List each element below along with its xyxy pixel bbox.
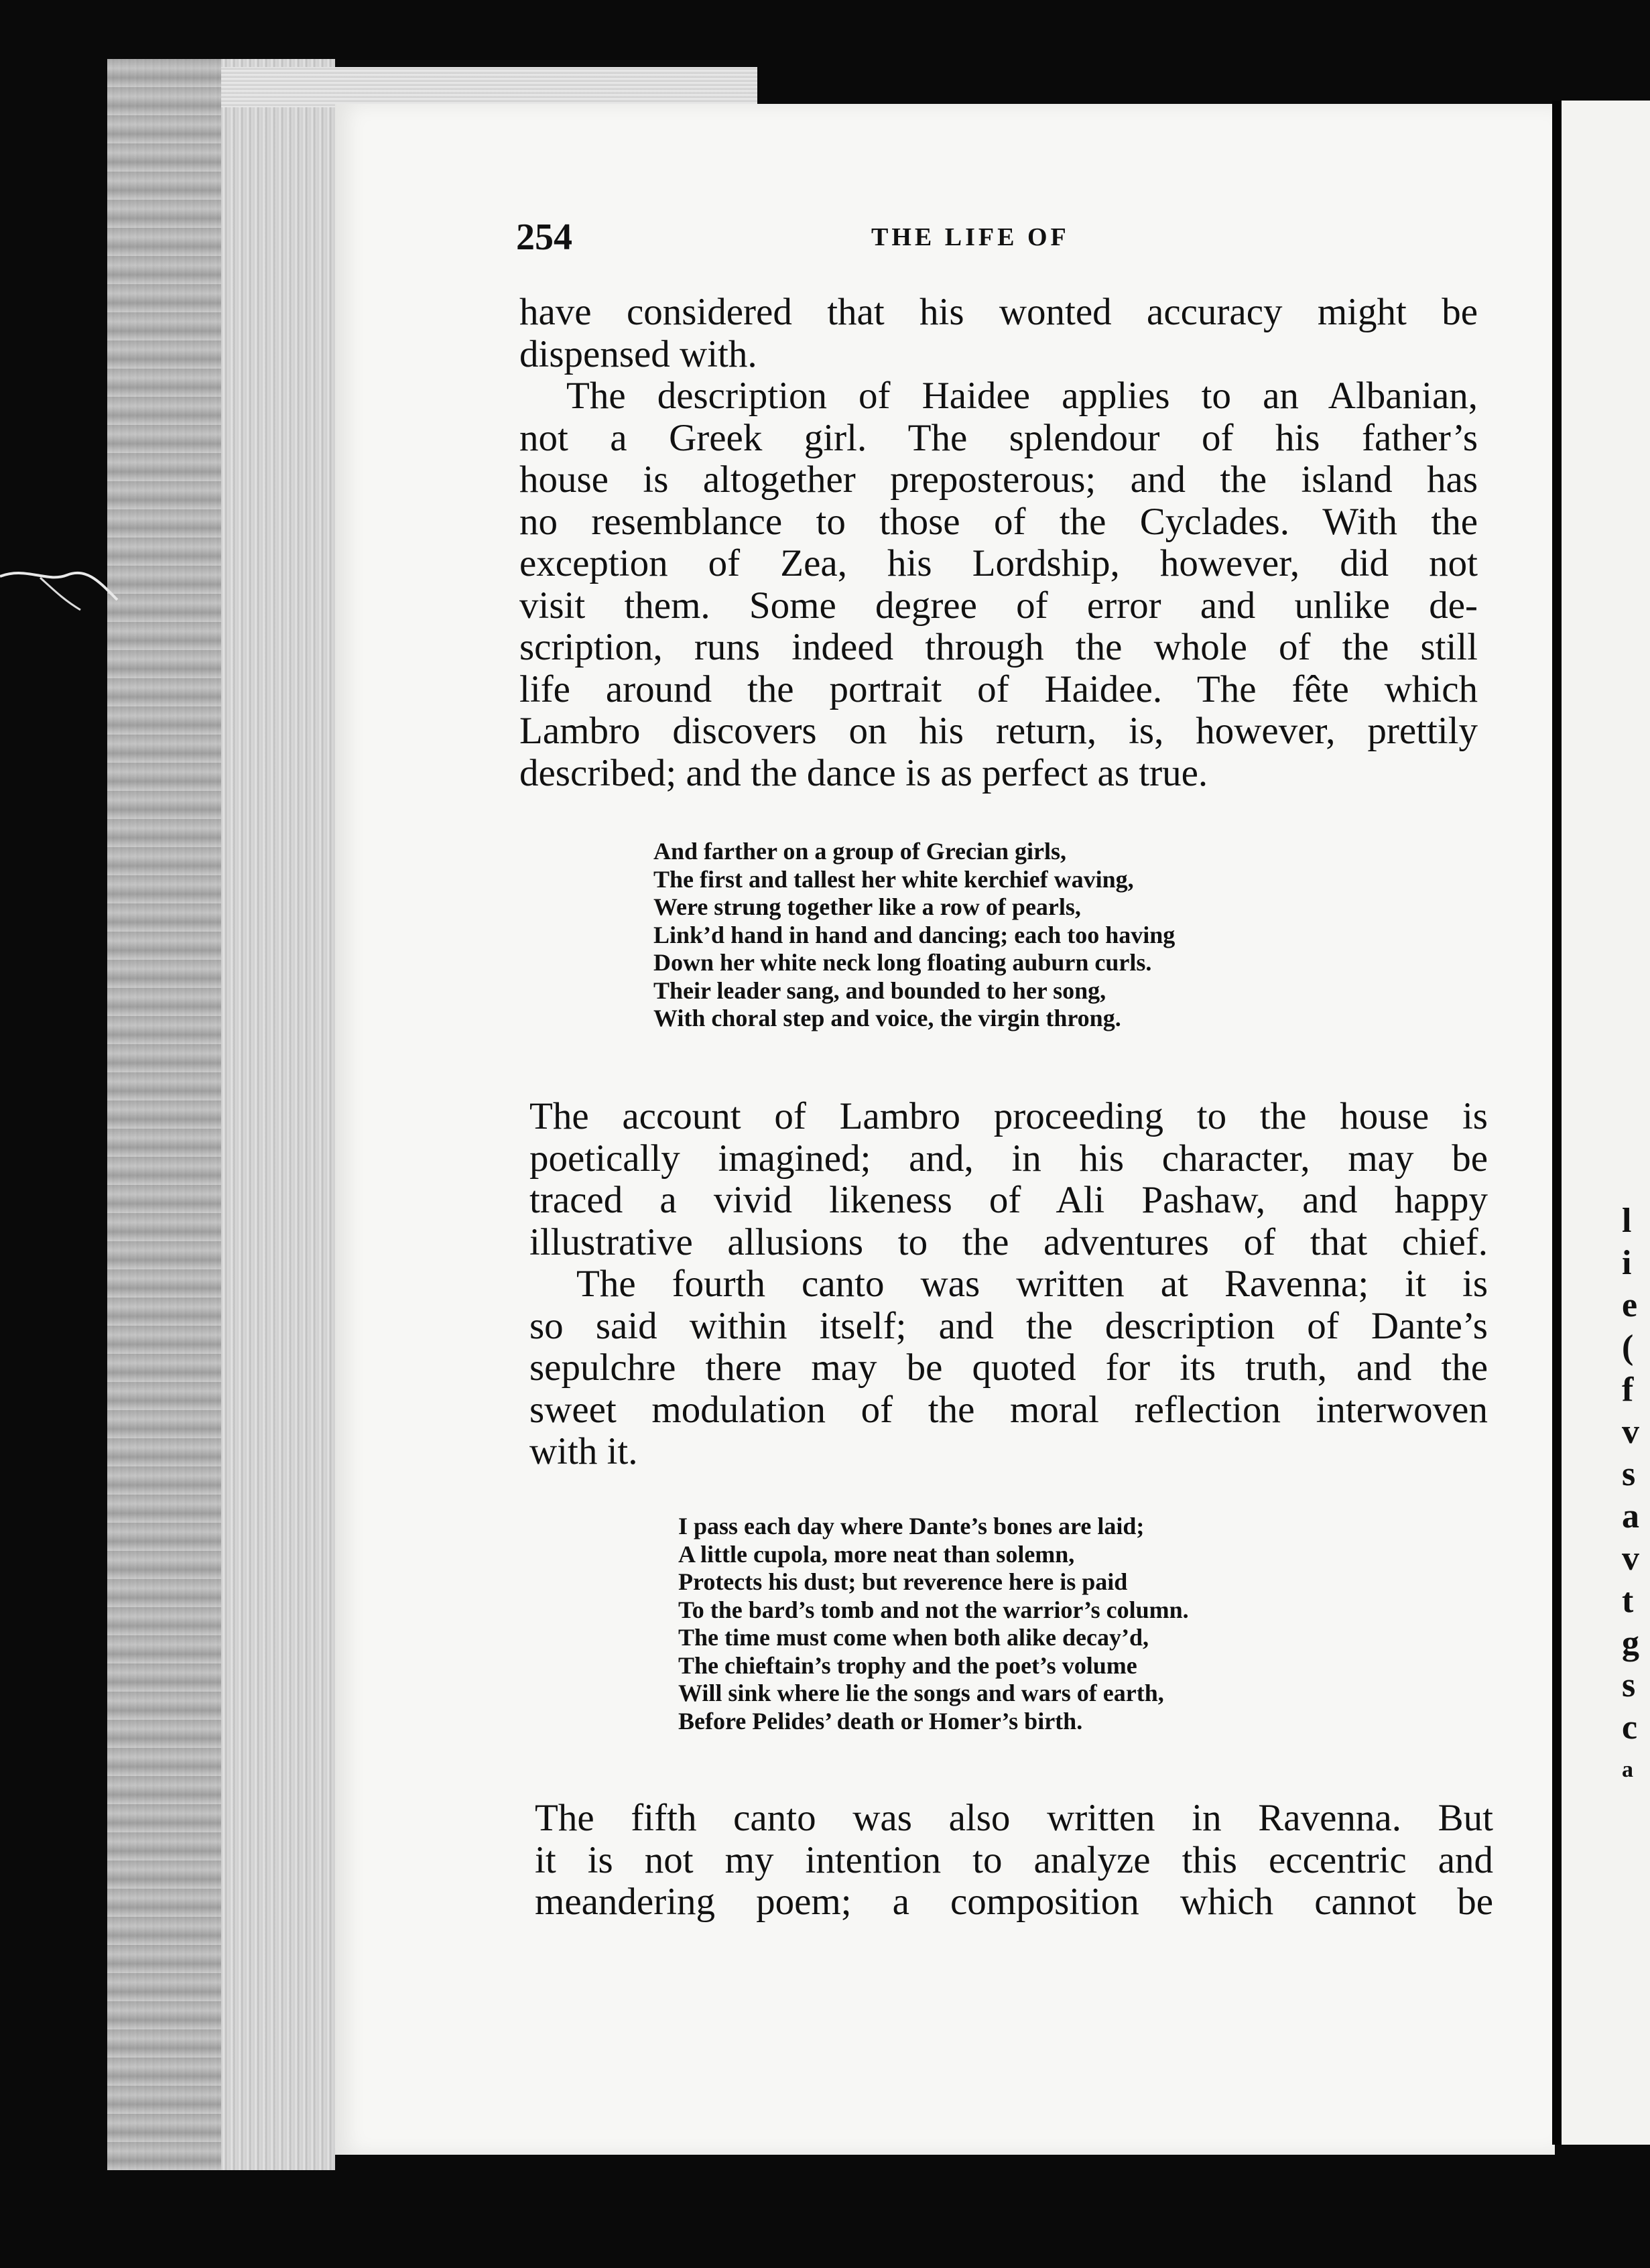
- text-line: not a Greek girl. The splendour of his father’s: [519, 416, 1478, 459]
- text-line: sepulchre there may be quoted for its truth, and the: [529, 1346, 1488, 1389]
- text-line: The description of Haidee applies to an Albanian,: [566, 375, 1478, 417]
- text-line: The account of Lambro proceeding to the house is: [529, 1095, 1488, 1137]
- verse-line: Were strung together like a row of pearls,: [653, 893, 1081, 920]
- verse-quote-1: [653, 838, 1175, 1033]
- facing-letter: t: [1622, 1582, 1634, 1620]
- facing-letter: a: [1622, 1497, 1639, 1535]
- text-line: visit them. Some degree of error and unlike de-: [519, 584, 1478, 627]
- text-line: with it.: [529, 1430, 638, 1472]
- facing-letter: a: [1622, 1757, 1633, 1782]
- verse-line: The chieftain’s trophy and the poet’s volume: [678, 1651, 1137, 1679]
- verse-line: With choral step and voice, the virgin throng.: [653, 1005, 1121, 1031]
- verse-line: Protects his dust; but reverence here is paid: [678, 1568, 1128, 1595]
- verse-quote-2: [678, 1513, 1189, 1735]
- verse-line: To the bard’s tomb and not the warrior’s column.: [678, 1596, 1189, 1623]
- text-line: dispensed with.: [519, 332, 757, 375]
- text-line: poetically imagined; and, in his character, may be: [529, 1137, 1488, 1180]
- facing-letter: (: [1622, 1328, 1634, 1367]
- verse-line: I pass each day where Dante’s bones are laid;: [678, 1513, 1145, 1539]
- text-line: have considered that his wonted accuracy might be: [519, 291, 1478, 333]
- running-head: [516, 216, 1488, 263]
- text-line: meandering poem; a composition which cannot be: [535, 1881, 1493, 1923]
- verse-line: Link’d hand in hand and dancing; each too having: [653, 921, 1176, 948]
- text-line: illustrative allusions to the adventures of that chief.: [529, 1220, 1488, 1263]
- text-line: life around the portrait of Haidee. The fête which: [519, 668, 1478, 710]
- facing-letter: s: [1622, 1666, 1636, 1704]
- verse-line: A little cupola, more neat than solemn,: [678, 1540, 1075, 1568]
- facing-letter: l: [1622, 1202, 1632, 1240]
- page-number: 254: [516, 216, 572, 258]
- facing-page-edge: [1562, 101, 1650, 2145]
- page-fore-edge-shadow: [107, 59, 221, 2170]
- text-line: The fourth canto was written at Ravenna; it is: [576, 1263, 1488, 1305]
- facing-letter: v: [1622, 1539, 1639, 1578]
- text-line: so said within itself; and the description of Dante’s: [529, 1304, 1488, 1347]
- text-line: exception of Zea, his Lordship, however, did not: [519, 542, 1478, 584]
- verse-line: Their leader sang, and bounded to her song,: [653, 976, 1106, 1004]
- text-line: house is altogether preposterous; and the island has: [519, 458, 1478, 501]
- text-line: The fifth canto was also written in Ravenna. But: [535, 1797, 1493, 1839]
- facing-letter: i: [1622, 1244, 1632, 1282]
- paragraph-block-3: [535, 1798, 1493, 1924]
- verse-line: Down her white neck long floating auburn curls.: [653, 949, 1152, 976]
- text-line: described; and the dance is as perfect as true.: [519, 751, 1208, 794]
- bookmark-thread-icon: [0, 563, 121, 617]
- verse-line: The first and tallest her white kerchief waving,: [653, 865, 1134, 893]
- text-line: scription, runs indeed through the whole of the still: [519, 626, 1478, 668]
- verse-line: Will sink where lie the songs and wars of earth,: [678, 1680, 1164, 1706]
- text-line: no resemblance to those of the Cyclades. With the: [519, 500, 1478, 543]
- verse-line: The time must come when both alike decay’d,: [678, 1624, 1149, 1651]
- verse-line: And farther on a group of Grecian girls,: [653, 838, 1067, 865]
- paragraph-block-2: [529, 1096, 1488, 1473]
- paragraph-block-1: [519, 292, 1478, 794]
- page-top-edge: [221, 67, 757, 107]
- running-title: THE LIFE OF: [871, 223, 1070, 251]
- facing-letter: s: [1622, 1455, 1636, 1493]
- facing-page-letters: [1622, 1200, 1649, 1791]
- verse-line: Before Pelides’ death or Homer’s birth.: [678, 1707, 1083, 1735]
- text-line: Lambro discovers on his return, is, however, prettily: [519, 710, 1478, 752]
- facing-letter: v: [1622, 1413, 1639, 1451]
- text-line: sweet modulation of the moral reflection interwoven: [529, 1388, 1488, 1431]
- facing-letter: e: [1622, 1286, 1638, 1324]
- facing-letter: g: [1622, 1624, 1639, 1662]
- text-line: it is not my intention to analyze this eccentric and: [535, 1838, 1493, 1881]
- facing-letter: f: [1622, 1371, 1634, 1409]
- facing-letter: c: [1622, 1708, 1638, 1747]
- text-line: traced a vivid likeness of Ali Pashaw, and happy: [529, 1179, 1488, 1221]
